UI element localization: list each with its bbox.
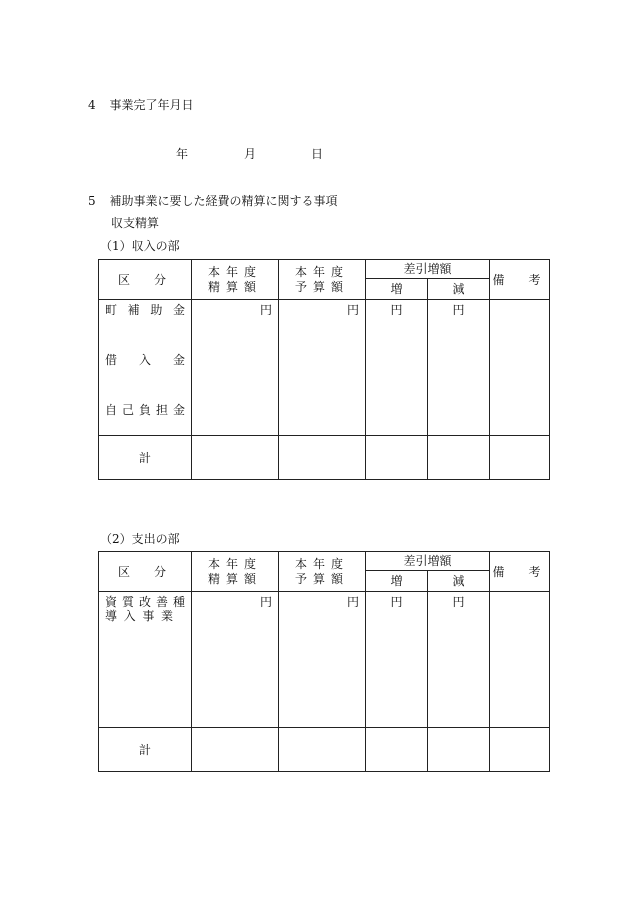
- income-decrease-cell: [428, 300, 490, 436]
- expense-remarks-cell: [490, 592, 550, 728]
- section4-heading: [88, 98, 193, 112]
- expense-body-row: [99, 592, 550, 728]
- income-body-row: [99, 300, 550, 436]
- income-header-settled-line1: 本年度: [207, 264, 262, 279]
- expense-section-title: （2）支出の部: [100, 532, 180, 546]
- completion-year-label: 年: [176, 147, 189, 161]
- section5-number: 5: [88, 194, 96, 208]
- section4-title: 事業完了年月日: [109, 98, 194, 112]
- income-item-self-funding: 自己負担金: [105, 403, 185, 417]
- income-header-remarks: 備 考: [490, 260, 550, 300]
- expense-item-line2: 導入事業: [105, 609, 173, 623]
- expense-decrease-cell: [428, 592, 490, 728]
- income-header-increase: 増: [366, 279, 428, 300]
- expense-header-diff: 差引増額: [366, 552, 490, 571]
- expense-header-budget: [279, 552, 366, 592]
- income-budget-cell: [279, 300, 366, 436]
- expense-header-remarks: 備 考: [490, 552, 550, 592]
- income-budget-unit: 円: [346, 303, 359, 317]
- income-settled-unit: 円: [259, 303, 272, 317]
- expense-items-cell: [99, 592, 192, 728]
- section5-subtitle: 収支精算: [111, 216, 160, 230]
- expense-budget-unit: 円: [346, 595, 359, 609]
- expense-header-settled: [192, 552, 279, 592]
- income-settled-cell: [192, 300, 279, 436]
- expense-budget-cell: [279, 592, 366, 728]
- section5-heading: [88, 194, 337, 208]
- expense-total-settled: [192, 728, 279, 772]
- expense-decrease-unit: 円: [452, 595, 465, 609]
- income-header-budget: [279, 260, 366, 300]
- expense-increase-unit: 円: [390, 595, 403, 609]
- expense-header-decrease: 減: [428, 571, 490, 592]
- expense-header-increase: 増: [366, 571, 428, 592]
- expense-total-label: 計: [99, 728, 192, 772]
- expense-item-line1: 資質改善種: [105, 595, 185, 609]
- expense-settled-cell: [192, 592, 279, 728]
- income-item-loan: 借入金: [105, 353, 185, 367]
- income-header-category: 区 分: [99, 260, 192, 300]
- income-total-budget: [279, 436, 366, 480]
- income-total-decrease: [428, 436, 490, 480]
- expense-settled-unit: 円: [259, 595, 272, 609]
- expense-header-settled-line1: 本年度: [207, 556, 262, 571]
- income-total-increase: [366, 436, 428, 480]
- expense-total-remarks: [490, 728, 550, 772]
- income-total-settled: [192, 436, 279, 480]
- expense-total-row: [99, 728, 550, 772]
- income-header-settled: [192, 260, 279, 300]
- income-item-town-subsidy: 町補助金: [105, 303, 185, 317]
- income-increase-cell: [366, 300, 428, 436]
- completion-month-label: 月: [244, 147, 257, 161]
- income-increase-unit: 円: [390, 303, 403, 317]
- income-header-budget-line1: 本年度: [294, 264, 349, 279]
- income-items-cell: [99, 300, 192, 436]
- expense-header-settled-line2: 精算額: [207, 571, 262, 586]
- income-total-remarks: [490, 436, 550, 480]
- income-table: [98, 259, 550, 480]
- section4-number: 4: [88, 98, 96, 112]
- income-header-settled-line2: 精算額: [207, 279, 262, 294]
- completion-day-label: 日: [311, 147, 324, 161]
- expense-total-decrease: [428, 728, 490, 772]
- income-total-label: 計: [99, 436, 192, 480]
- expense-total-increase: [366, 728, 428, 772]
- income-total-row: [99, 436, 550, 480]
- expense-total-budget: [279, 728, 366, 772]
- income-remarks-cell: [490, 300, 550, 436]
- expense-header-category: 区 分: [99, 552, 192, 592]
- income-header-diff: 差引増額: [366, 260, 490, 279]
- income-section-title: （1）収入の部: [100, 239, 180, 253]
- section5-title: 補助事業に要した経費の精算に関する事項: [109, 194, 338, 208]
- income-header-budget-line2: 予算額: [294, 279, 349, 294]
- expense-header-budget-line2: 予算額: [294, 571, 349, 586]
- expense-increase-cell: [366, 592, 428, 728]
- income-decrease-unit: 円: [452, 303, 465, 317]
- expense-table: [98, 551, 550, 772]
- income-header-decrease: 減: [428, 279, 490, 300]
- expense-header-budget-line1: 本年度: [294, 556, 349, 571]
